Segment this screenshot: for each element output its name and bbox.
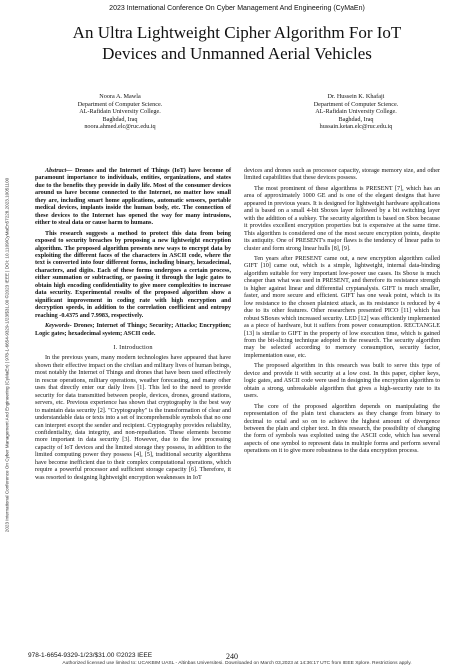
doi-sidebar-text: 2023 International Conference On Cyber Management And Engineering (CyMaEn) | 978-1-6654-9329-1/23/$31.00 ©2023 IEEE | DOI: 10.1109/CyMaEn57228.2023.10051100 — [4, 177, 10, 533]
intro-paragraph: In the previous years, many modern technologies have appeared that have shown their effective impact on the civilian and military lives of human beings, most notably the Internet of Things and drones that have been used effectively in rescue operations, military operations, weather forecasting, and many other uses that directly enter our daily lives [1]. This led to the need to provide security for data transmitted between people, devices, drones, ground stations, servers, etc. Previous experience has shown that cryptography is the best way to maintain data security [2]. "Cryptography" is the transformation of clear and understandable data or texts into a set of incomprehensible symbols that no one can interpret except the sender and recipient. Cryptography provides reliability, confidentiality, data integrity, and non-repudiation. These elements become more important in data security [3]. However, due to the low processing capacity of IoT devices and the limited storage they possess, in addition to the limited computing power they possess [4], [5], traditional security algorithms have become inefficient due to their complex computational operations, which require a powerful processor and sufficient storage capacity [6]. Therefore, it was resorted to designing lightweight encryption weaknesses in IoT — [35, 355, 231, 481]
abstract-paragraph — [35, 168, 231, 228]
author-email: hussain.ketan.elc@ruc.edu.iq — [319, 123, 393, 131]
conference-header: 2023 International Conference On Cyber Management And Engineering (CyMaEn) — [109, 5, 365, 12]
author-city: Baghdad, Iraq — [102, 115, 138, 123]
author-dept: Department of Computer Science. — [77, 100, 163, 108]
abstract-label: Abstract— — [45, 168, 73, 174]
keywords-text: Drones; Internet of Things; Security; Attacks; Encryption; Logic gates; hexadecimal system; ASCII code. — [35, 323, 231, 337]
body-paragraph: The most prominent of these algorithms is PRESENT [7], which has an area of approximately 1000 GE and is one of the elegant designs that have appeared in previous years. It is designed for lightweight hardware applications and is based on a small 4-bit Sboxes layer followed by a bit switching layer with the addition of a subkey. The security algorithm is based on Sbox because it provides excellent encryption properties but is expensive at the same time. This algorithm is considered one of the most secure encryption points, despite its antiquity. One of PRESENT's major flaws is the tendency of linear paths to cluster and form strong linear hulls [8], [9]. — [244, 185, 440, 252]
author-name: Dr. Hussein K. Khafaji — [327, 93, 385, 100]
body-paragraph: Ten years after PRESENT came out, a new encryption algorithm called GIFT [10] came out, which is a simple, lightweight, internal data-binding algorithm suitable for very important low-power use cases. Its Sboxe is much cheaper than what was used in PRESENT, and therefore its resistance strength is higher against linear and differential cryptanalysis. GIFT is much smaller, faster, and more secure and efficient. GIFT has one weak point, which is its low resistance to the chosen plaintext attack, as its resistance is reduced by 4 due to its other features. Other researchers presented PICO [11] which has robust SBoxes which increased security. LED [12] was efficiently implemented as a piece of hardware, but it suffers from power consumption. RECTANGLE [13] is similar to GIFT in the property of low execution time, which is gained from the bit-slicing technique adopted in the research. The security algorithm may be selected according to memory consumption, security factor, implementation ease, etc. — [244, 255, 440, 359]
body-paragraph: The proposed algorithm in this research was built to serve this type of device and provide it with security at a low cost. In this paper, cipher keys, logic gates, and ASCII code were used in designing the encryption algorithm to obtain a strong, unbreakable algorithm that gives a high-security rate to its users. — [244, 363, 440, 400]
author-block-1 — [30, 93, 210, 131]
author-block-2 — [266, 93, 446, 131]
author-name: Noora A. Mawla — [99, 93, 141, 100]
footer-license: Authorized licensed use limited to: UCAKBIM UASL - Altinbas Universitesi. Downloaded on March 03,2023 at 14:36:17 UTC from IEEE Xplore. Restrictions apply. — [62, 661, 412, 666]
author-city: Baghdad, Iraq — [338, 115, 374, 123]
author-univ: AL-Rafidain University College. — [315, 108, 397, 116]
page-number: 240 — [226, 652, 238, 661]
section-heading: I. Introduction — [113, 343, 153, 351]
keywords-label: Keywords- — [45, 323, 72, 330]
title-line-2: Devices and Unmanned Aerial Vehicles — [102, 44, 372, 63]
body-paragraph: devices and drones such as processor capacity, storage memory size, and other limited capabilities that these devices possess. — [244, 168, 440, 182]
body-paragraph: The core of the proposed algorithm depends on manipulating the representation of the plain text characters as they change from binary to decimal to octal and so on to achieve the highest amount of divergence between the plain and cipher text. In this research, the possibility of changing the form of symbols was exploited using the ASCII code, which has several aspects of one symbol to represent data in multiple forms and perform several operations on it to give more robustness to the data encryption process. — [244, 403, 440, 455]
left-column — [35, 168, 231, 485]
right-column — [244, 168, 440, 459]
paper-title — [20, 22, 454, 64]
footer-isbn: 978-1-6654-9329-1/23/$31.00 ©2023 IEEE — [28, 652, 153, 659]
keywords-paragraph — [35, 323, 231, 338]
abstract-paragraph-2: This research suggests a method to protect this data from being exposed to security breaches by proposing a new lightweight encryption algorithm. The proposed algorithm presents new ways to encrypt data by exploiting the different faces of the characters in ASCII code, where the text is converted into four different forms, including binary, hexadecimal, characters, and digits. Each of these forms undergoes a certain process, either summation or subtracting, or passing it through the logic gates to obtain high encoding confidentiality to give more complexities to increase data security. Experimental results of the proposed algorithm show a significant improvement in coding rate with high encryption and decryption speeds, in addition to the correlation coefficient and entropy reaching -0.4375 and 7.9983, respectively. — [35, 230, 231, 319]
author-dept: Department of Computer Science. — [313, 100, 399, 108]
title-line-1: An Ultra Lightweight Cipher Algorithm For IoT — [72, 23, 402, 42]
doi-sidebar — [1, 60, 13, 650]
author-email: noora.ahmed.elc@ruc.edu.iq — [84, 123, 156, 131]
author-univ: AL-Rafidain University College. — [79, 108, 161, 116]
abstract-text-1: Drones and the Internet of Things (IoT) have become of paramount importance to individuals, entities, organizations, and states due to the benefits they provide in daily life. Most of the consumer devices around us have become connected to the Internet, no matter how small they are, including smart home applications, automatic sensors, portable medical devices, implants inside the human body, etc. The connection of these devices to the Internet has opened the way for many intrusions, either to steal data or cause harm to humans. — [35, 168, 231, 227]
